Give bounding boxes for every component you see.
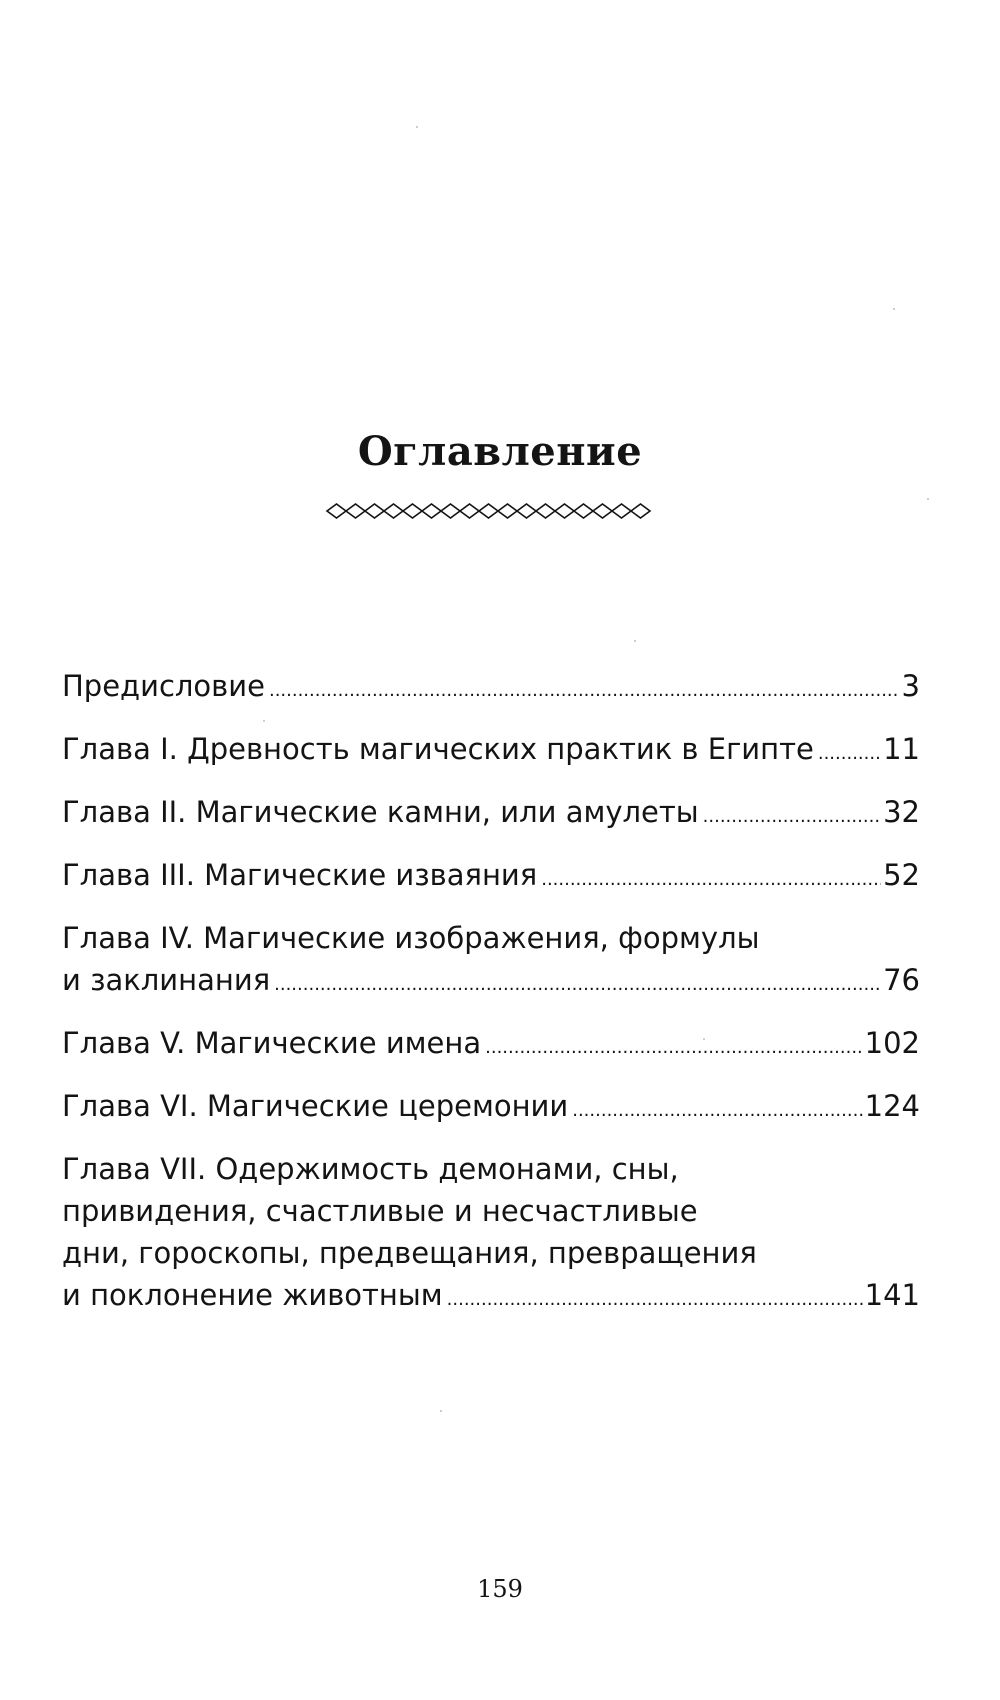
toc-entry-chapter-2[interactable] — [62, 791, 920, 838]
toc-page-number: 3 — [901, 669, 920, 703]
diamond-shape — [346, 504, 365, 518]
toc-entry-title: Глава I. Древность магических практик в Египте — [62, 732, 814, 766]
toc-entry-chapter-1[interactable] — [62, 728, 920, 775]
dot-leader — [485, 1027, 863, 1069]
toc-entry-title-line: дни, гороскопы, предвещания, превращения — [62, 1236, 757, 1270]
diamond-shape — [327, 504, 346, 518]
diamond-shape — [593, 504, 612, 518]
diamond-shape — [365, 504, 384, 518]
toc-page-number: 141 — [864, 1278, 920, 1312]
scan-speck — [927, 498, 929, 500]
page-number: 159 — [477, 1575, 523, 1603]
dot-leader — [572, 1090, 862, 1132]
toc-entry-chapter-3[interactable] — [62, 854, 920, 901]
toc-page-number: 76 — [883, 963, 920, 997]
toc-entry-chapter-7[interactable] — [62, 1148, 920, 1321]
diamond-shape — [498, 504, 517, 518]
table-of-contents — [62, 665, 920, 1337]
dot-leader — [703, 796, 881, 838]
scan-speck — [416, 126, 418, 128]
toc-entry-title: Предисловие — [62, 669, 265, 703]
toc-entry-chapter-4[interactable] — [62, 917, 920, 1006]
toc-entry-title: Глава III. Магические изваяния — [62, 858, 538, 892]
dot-leader — [274, 964, 881, 1006]
diamond-shape — [612, 504, 631, 518]
toc-page-number: 11 — [883, 732, 920, 766]
toc-entry-title-line: и заклинания — [62, 963, 271, 997]
diamond-shape — [384, 504, 403, 518]
toc-entry-title-line: Глава VII. Одержимость демонами, сны, — [62, 1152, 679, 1186]
toc-entry-title: Глава V. Магические имена — [62, 1026, 482, 1060]
toc-entry-title-line: привидения, счастливые и несчастливые — [62, 1194, 698, 1228]
dot-leader — [541, 859, 881, 901]
diamond-shape — [479, 504, 498, 518]
toc-entry-title: Глава II. Магические камни, или амулеты — [62, 795, 699, 829]
toc-page-number: 52 — [883, 858, 920, 892]
scan-speck — [893, 308, 895, 310]
dot-leader — [818, 733, 881, 775]
diamond-shape — [517, 504, 536, 518]
dot-leader — [447, 1279, 863, 1321]
diamond-shape — [631, 504, 650, 518]
scan-speck — [634, 640, 636, 642]
scan-speck — [263, 720, 265, 722]
diamond-shape — [555, 504, 574, 518]
toc-page-number: 102 — [864, 1026, 920, 1060]
toc-entry-title: Глава VI. Магические церемонии — [62, 1089, 569, 1123]
scan-speck — [703, 1038, 705, 1040]
dot-leader — [269, 670, 900, 712]
diamond-shape — [536, 504, 555, 518]
toc-entry-title-line: и поклонение животным — [62, 1278, 443, 1312]
diamond-shape — [574, 504, 593, 518]
toc-page-number: 32 — [883, 795, 920, 829]
diamond-chain-icon — [319, 499, 659, 523]
toc-entry-chapter-6[interactable] — [62, 1085, 920, 1132]
toc-page-number: 124 — [864, 1089, 920, 1123]
diamond-shape — [460, 504, 479, 518]
diamond-shape — [422, 504, 441, 518]
toc-entry-preface[interactable] — [62, 665, 920, 712]
toc-entry-chapter-5[interactable] — [62, 1022, 920, 1069]
page-title: Оглавление — [357, 428, 643, 475]
diamond-shape — [403, 504, 422, 518]
scan-speck — [440, 1410, 442, 1412]
diamond-shape — [441, 504, 460, 518]
toc-entry-title-line: Глава IV. Магические изображения, формулы — [62, 921, 760, 955]
